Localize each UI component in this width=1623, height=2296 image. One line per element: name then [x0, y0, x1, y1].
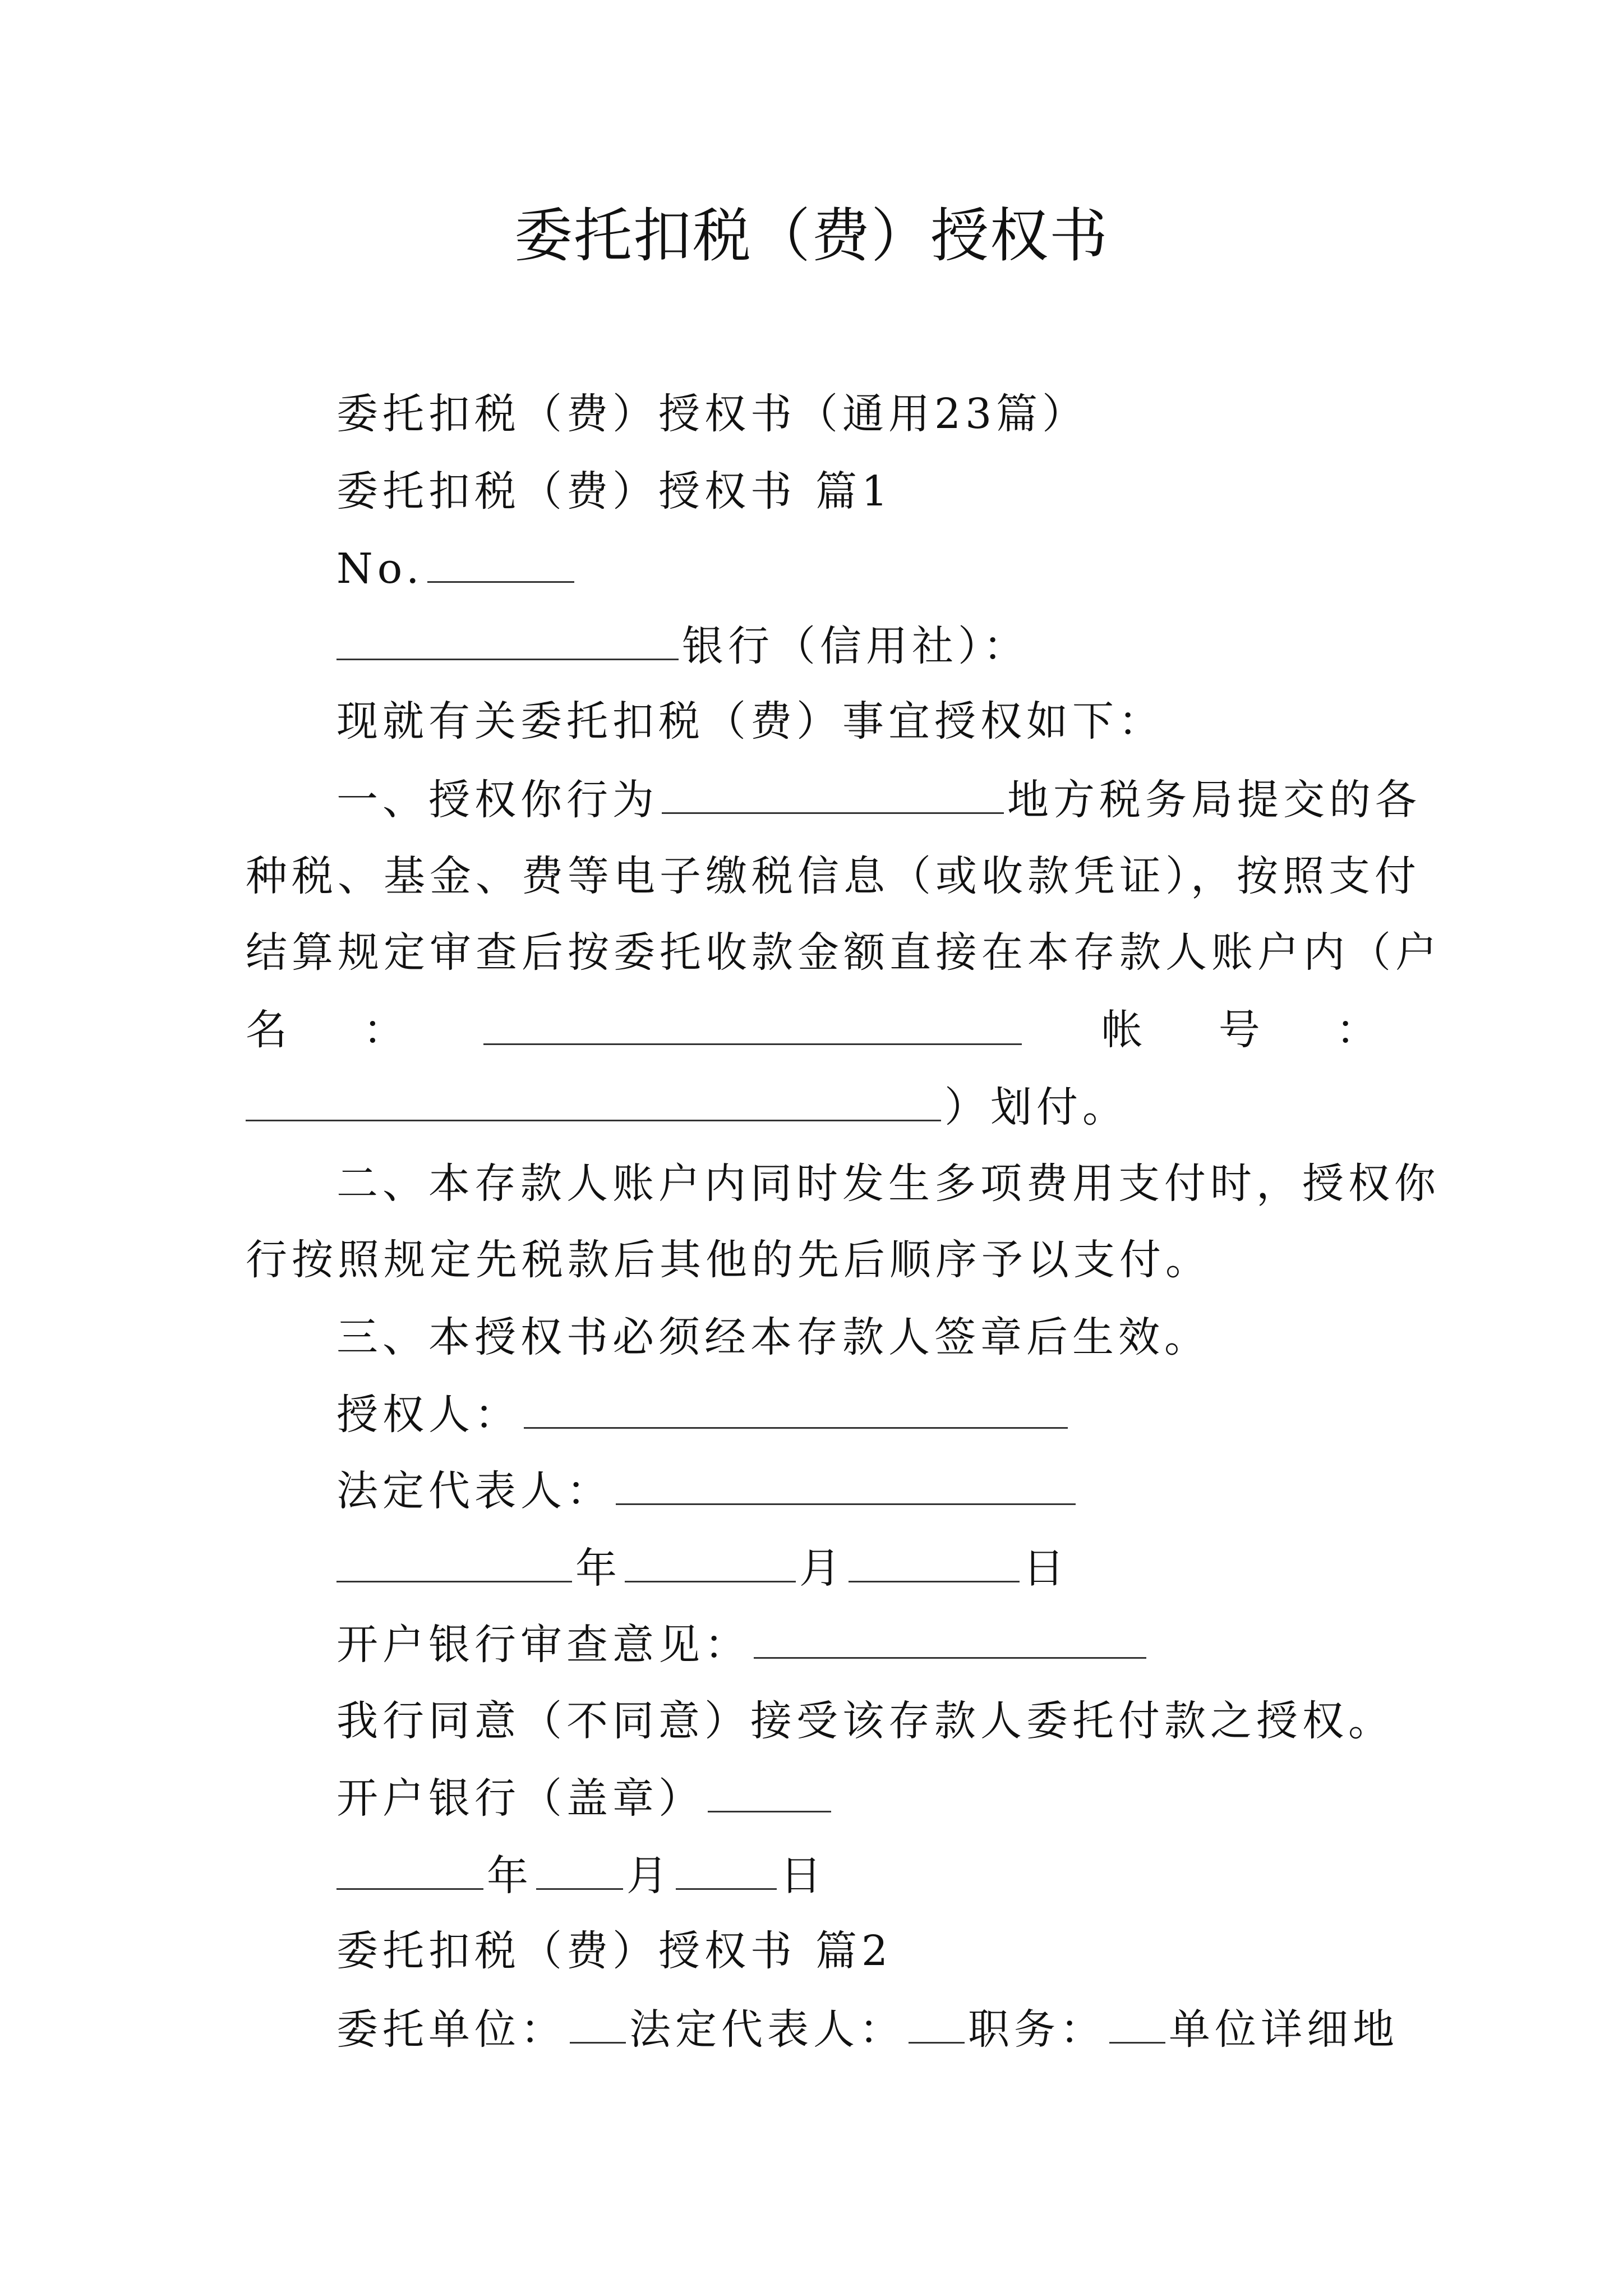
bank-consent-text: 我行同意（不同意）接受该存款人委托付款之授权。 [336, 1697, 1394, 1745]
bank-line [336, 617, 1029, 674]
account-number-label-2: 号 [1218, 1006, 1260, 1054]
authorizer-label: 授权人： [336, 1391, 520, 1439]
entrust-position-label: 职务： [968, 2005, 1106, 2054]
bank-consent-line [336, 1693, 1394, 1749]
clause-1-line-2 [246, 848, 1421, 904]
clause-2-line-2 [246, 1232, 1211, 1288]
subtitle-line [336, 386, 1088, 442]
account-name-blank [483, 1002, 1022, 1045]
bank-seal-line [336, 1769, 834, 1826]
bank-name-blank [336, 617, 679, 660]
section-heading-2 [336, 1923, 892, 1979]
account-number-label-1: 帐 [1101, 1006, 1143, 1054]
year-blank-1 [336, 1539, 572, 1582]
legal-rep-line [336, 1462, 1079, 1519]
intro-line [336, 693, 1164, 749]
clause-1-line-1 [336, 771, 1421, 828]
entrust-unit-blank [570, 2000, 626, 2044]
clause-3-text: 三、本授权书必须经本存款人签章后生效。 [336, 1313, 1210, 1361]
authorizer-blank [524, 1386, 1068, 1429]
clause-2-line-1 [336, 1156, 1440, 1212]
bank-label: 银行（信用社）： [682, 622, 1029, 670]
year-label-1: 年 [575, 1544, 621, 1593]
bank-review-blank [754, 1616, 1146, 1659]
section-number-2: 篇2 [815, 1927, 893, 1975]
section-heading-1 [336, 463, 892, 519]
day-blank-2 [676, 1847, 777, 1890]
tax-bureau-blank [662, 771, 1004, 814]
month-label-2: 月 [626, 1852, 672, 1900]
bank-seal-label: 开户银行（盖章） [336, 1774, 704, 1823]
section-heading-text-2: 委托扣税（费）授权书 [336, 1927, 796, 1975]
entrust-legal-rep-label: 法定代表人： [629, 2005, 905, 2054]
month-label-1: 月 [799, 1544, 845, 1593]
clause-1-text-2: 种税、基金、费等电子缴税信息（或收款凭证），按照支付 [246, 852, 1421, 900]
clause-1-text-3: 结算规定审查后按委托收款金额直接在本存款人账户内（户 [246, 928, 1441, 977]
clause-1-start: 一、授权你行为 [336, 776, 658, 824]
subtitle-text: 委托扣税（费）授权书（通用23篇） [336, 390, 1089, 438]
clause-3-line [336, 1309, 1210, 1365]
account-number-colon: ： [1335, 1006, 1377, 1054]
clause-2-text-2: 行按照规定先税款后其他的先后顺序予以支付。 [246, 1236, 1211, 1284]
month-blank-1 [625, 1539, 796, 1582]
bank-review-line [336, 1616, 1150, 1673]
entrust-unit-label: 委托单位： [336, 2005, 566, 2054]
number-label: No. [336, 545, 424, 593]
clause-2-text-1: 二、本存款人账户内同时发生多项费用支付时，授权你 [336, 1159, 1440, 1208]
day-blank-1 [849, 1539, 1020, 1582]
section-heading-text: 委托扣税（费）授权书 [336, 467, 796, 516]
month-blank-2 [536, 1847, 623, 1890]
year-label-2: 年 [487, 1852, 533, 1900]
clause-1-line-3 [246, 924, 1441, 981]
day-label-1: 日 [1023, 1544, 1069, 1593]
account-number-blank [246, 1078, 941, 1121]
entrust-unit-line [336, 2000, 1399, 2058]
legal-rep-blank [616, 1462, 1076, 1505]
intro-text: 现就有关委托扣税（费）事宜授权如下： [336, 697, 1164, 746]
account-name-colon: ： [363, 1006, 405, 1054]
entrust-position-blank [1109, 2000, 1165, 2044]
account-name-label: 名 [246, 1006, 287, 1054]
account-number-end: ）划付。 [944, 1083, 1128, 1131]
clause-1-cont: 地方税务局提交的各 [1007, 776, 1421, 824]
bank-seal-blank [708, 1769, 831, 1812]
document-title: 委托扣税（费）授权书 [514, 201, 1109, 270]
date-line-1 [336, 1539, 1069, 1596]
authorizer-line [336, 1386, 1071, 1443]
entrust-legal-rep-blank [909, 2000, 965, 2044]
legal-rep-label: 法定代表人： [336, 1467, 612, 1515]
number-blank [427, 540, 574, 583]
day-label-2: 日 [780, 1852, 826, 1900]
account-number-line [246, 1078, 1128, 1135]
year-blank-2 [336, 1847, 483, 1890]
number-line [336, 540, 578, 597]
entrust-address-label: 单位详细地 [1169, 2005, 1399, 2054]
section-number: 篇1 [815, 467, 893, 516]
account-line [246, 1002, 1377, 1058]
bank-review-label: 开户银行审查意见： [336, 1621, 750, 1669]
date-line-2 [336, 1847, 826, 1904]
